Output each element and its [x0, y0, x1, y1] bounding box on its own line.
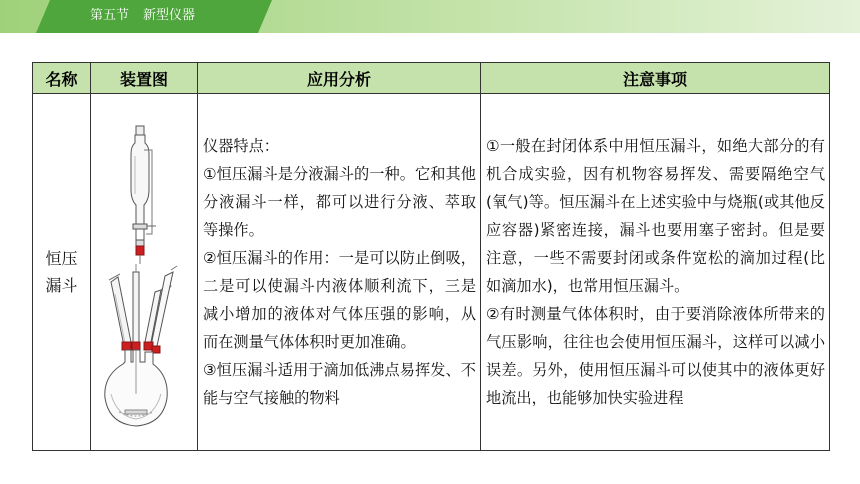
- analysis-line: ①恒压漏斗是分液漏斗的一种。它和其他分液漏斗一样，都可以进行分液、萃取等操作。: [203, 164, 476, 239]
- analysis-line: ②恒压漏斗的作用：一是可以防止倒吸，二是可以使漏斗内液体顺利流下，三是减小增加的液体对气体压强的影响，从而在测量气体体积时更加准确。: [203, 248, 476, 351]
- notes-cell: [481, 94, 830, 451]
- section-title: 新型仪器: [143, 8, 196, 23]
- reaction-setup-illustration: [105, 264, 177, 426]
- table-header-row: [33, 63, 830, 94]
- analysis-line: 仪器特点：: [203, 136, 279, 155]
- notes-paragraph: ②有时测量气体体积时，由于要消除液体所带来的气压影响，往往也会使用恒压漏斗，这样可以减小误差。另外，使用恒压漏斗可以使其中的液体更好地流出，也能够加快实验进程: [486, 304, 825, 407]
- section-heading: [90, 0, 195, 33]
- constant-pressure-funnel: [131, 126, 156, 264]
- notes-paragraph: ①一般在封闭体系中用恒压漏斗，如绝大部分的有机合成实验，因有机物容易挥发、需要隔绝空气(氧气)等。恒压漏斗在上述实验中与烧瓶(或其他反应容器)紧密连接，漏斗也要用塞子密封。但是要注意，一些不需要封闭或条件宽松的滴加过程(比如滴加水)，也常用恒压漏斗。: [486, 136, 825, 295]
- header-name: 名称: [33, 63, 91, 94]
- analysis-line: ③恒压漏斗适用于滴加低沸点易挥发、不能与空气接触的物料: [203, 360, 476, 407]
- instrument-table: [32, 62, 830, 451]
- top-banner: [0, 0, 860, 33]
- analysis-cell: [198, 94, 481, 451]
- section-number: 第五节: [90, 8, 130, 23]
- pressure-equalizing-funnel-illustration: [91, 94, 197, 450]
- header-notes: 注意事项: [481, 63, 830, 94]
- header-analysis: 应用分析: [198, 63, 481, 94]
- instrument-name: 恒压 漏斗: [33, 94, 91, 451]
- apparatus-figure: [91, 94, 198, 451]
- table-row: [33, 94, 830, 451]
- header-diagram: 装置图: [91, 63, 198, 94]
